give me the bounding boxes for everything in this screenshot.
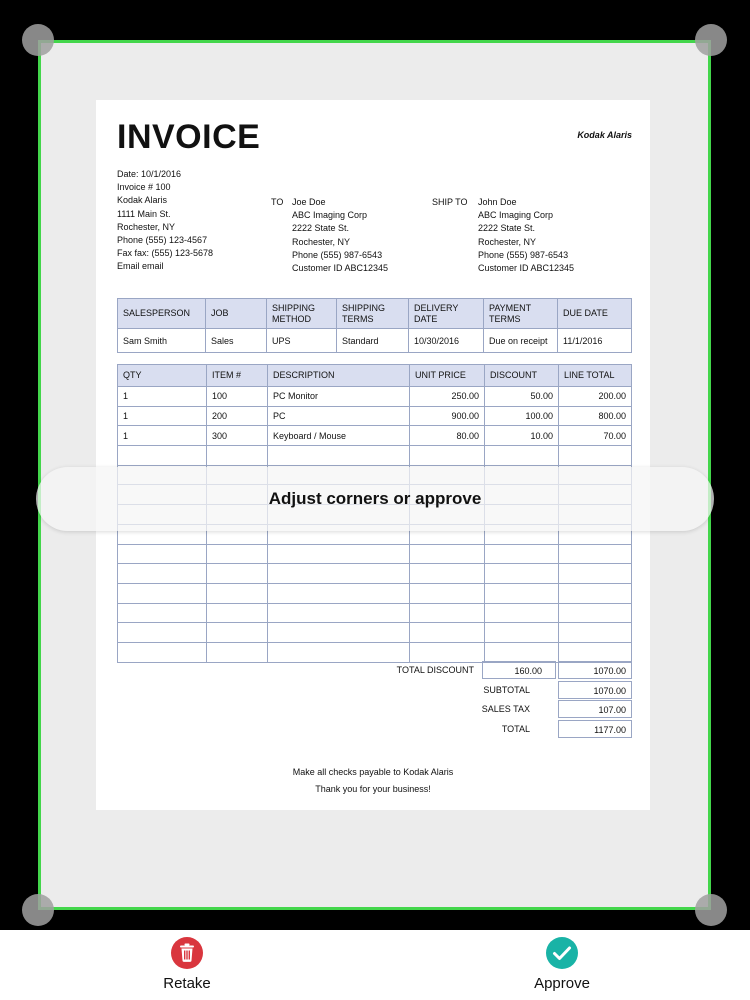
invoice-document bbox=[96, 100, 650, 810]
ship-to-line: Customer ID ABC12345 bbox=[478, 263, 575, 274]
empty-table-cell bbox=[485, 623, 559, 643]
bottom-action-bar bbox=[0, 930, 750, 1000]
table-cell: Standard bbox=[337, 329, 409, 353]
empty-table-cell bbox=[118, 583, 207, 603]
to-label: TO bbox=[271, 197, 284, 207]
table-cell: Due on receipt bbox=[484, 329, 558, 353]
empty-table-cell bbox=[118, 446, 207, 466]
empty-table-cell bbox=[410, 544, 485, 564]
empty-table-cell bbox=[485, 446, 559, 466]
to-line: Phone (555) 987-6543 bbox=[292, 249, 383, 260]
to-line: Rochester, NY bbox=[292, 236, 351, 247]
table-cell: 100 bbox=[207, 387, 268, 407]
empty-table-cell bbox=[485, 544, 559, 564]
total-value: 1177.00 bbox=[558, 720, 632, 738]
empty-table-cell bbox=[118, 603, 207, 623]
sales-info-table bbox=[117, 298, 632, 353]
table-cell: Keyboard / Mouse bbox=[268, 426, 410, 446]
header-cell: DELIVERY DATE bbox=[409, 299, 484, 329]
table-cell: PC bbox=[268, 406, 410, 426]
empty-table-row bbox=[118, 446, 632, 466]
from-line: Rochester, NY bbox=[117, 221, 176, 232]
empty-table-cell bbox=[559, 623, 632, 643]
empty-table-cell bbox=[485, 603, 559, 623]
empty-table-cell bbox=[410, 564, 485, 584]
table-cell: Sam Smith bbox=[118, 329, 206, 353]
empty-table-cell bbox=[268, 583, 410, 603]
empty-table-row bbox=[118, 642, 632, 662]
table-cell: 10.00 bbox=[485, 426, 559, 446]
table-cell: PC Monitor bbox=[268, 387, 410, 407]
corner-handle-bottom-right[interactable] bbox=[695, 894, 727, 926]
to-address bbox=[292, 196, 388, 275]
ship-to-line: John Doe bbox=[478, 197, 517, 207]
table-cell: 1 bbox=[118, 387, 207, 407]
retake-label: Retake bbox=[163, 975, 211, 992]
from-line: 1111 Main St. bbox=[117, 208, 171, 219]
empty-table-cell bbox=[485, 642, 559, 662]
ship-to-line: Phone (555) 987-6543 bbox=[478, 249, 569, 260]
subtotal-row bbox=[376, 681, 632, 701]
table-cell: 70.00 bbox=[559, 426, 632, 446]
from-line: Fax fax: (555) 123-5678 bbox=[117, 248, 214, 259]
total-discount-label: TOTAL DISCOUNT bbox=[396, 665, 474, 675]
header-cell: JOB bbox=[206, 299, 267, 329]
total-discount-row bbox=[376, 661, 632, 681]
empty-table-row bbox=[118, 623, 632, 643]
checkmark-icon bbox=[545, 936, 579, 970]
sales-tax-row bbox=[376, 700, 632, 720]
empty-table-cell bbox=[410, 603, 485, 623]
header-cell: DISCOUNT bbox=[485, 365, 559, 387]
table-cell: UPS bbox=[267, 329, 337, 353]
corner-handle-top-right[interactable] bbox=[695, 24, 727, 56]
approve-label: Approve bbox=[534, 975, 590, 992]
table-row bbox=[118, 387, 632, 407]
empty-table-row bbox=[118, 544, 632, 564]
empty-table-cell bbox=[207, 583, 268, 603]
from-line: Date: 10/1/2016 bbox=[117, 169, 182, 179]
table-cell: 50.00 bbox=[485, 387, 559, 407]
empty-table-cell bbox=[559, 583, 632, 603]
empty-table-cell bbox=[485, 583, 559, 603]
totals-section bbox=[376, 661, 632, 739]
hint-banner bbox=[36, 467, 714, 531]
sales-tax-value: 107.00 bbox=[558, 700, 632, 718]
corner-handle-top-left[interactable] bbox=[22, 24, 54, 56]
to-line: Customer ID ABC12345 bbox=[292, 263, 389, 274]
table-cell: 250.00 bbox=[410, 387, 485, 407]
empty-table-cell bbox=[207, 603, 268, 623]
trash-icon bbox=[170, 936, 204, 970]
empty-table-cell bbox=[410, 642, 485, 662]
empty-table-cell bbox=[207, 642, 268, 662]
table-cell: 11/1/2016 bbox=[558, 329, 632, 353]
subtotal-value: 1070.00 bbox=[558, 681, 632, 699]
ship-to-address bbox=[478, 196, 574, 275]
empty-table-cell bbox=[559, 544, 632, 564]
table-cell: 900.00 bbox=[410, 406, 485, 426]
ship-to-line: Rochester, NY bbox=[478, 236, 537, 247]
table-cell: 1 bbox=[118, 406, 207, 426]
table-row bbox=[118, 426, 632, 446]
empty-table-cell bbox=[268, 623, 410, 643]
empty-table-cell bbox=[485, 564, 559, 584]
subtotal-label: SUBTOTAL bbox=[483, 684, 530, 695]
empty-table-cell bbox=[559, 642, 632, 662]
empty-table-cell bbox=[410, 446, 485, 466]
invoice-footer bbox=[96, 764, 650, 798]
empty-table-cell bbox=[559, 564, 632, 584]
header-cell: ITEM # bbox=[207, 365, 268, 387]
table-row bbox=[118, 406, 632, 426]
empty-table-cell bbox=[559, 603, 632, 623]
corner-handle-bottom-left[interactable] bbox=[22, 894, 54, 926]
empty-table-cell bbox=[118, 564, 207, 584]
approve-button[interactable] bbox=[502, 936, 622, 992]
empty-table-row bbox=[118, 564, 632, 584]
table-cell: 10/30/2016 bbox=[409, 329, 484, 353]
header-cell: SHIPPING TERMS bbox=[337, 299, 409, 329]
empty-table-cell bbox=[268, 446, 410, 466]
to-line: Joe Doe bbox=[292, 197, 326, 207]
table-cell: Sales bbox=[206, 329, 267, 353]
table-cell: 200 bbox=[207, 406, 268, 426]
empty-table-cell bbox=[207, 564, 268, 584]
table-cell: 300 bbox=[207, 426, 268, 446]
table-cell: 100.00 bbox=[485, 406, 559, 426]
from-line: Phone (555) 123-4567 bbox=[117, 235, 208, 246]
total-discount-line-value: 1070.00 bbox=[558, 661, 632, 679]
to-line: ABC Imaging Corp bbox=[292, 210, 368, 221]
retake-button[interactable] bbox=[127, 936, 247, 992]
empty-table-cell bbox=[559, 446, 632, 466]
empty-table-cell bbox=[268, 603, 410, 623]
hint-text: Adjust corners or approve bbox=[268, 489, 482, 508]
empty-table-row bbox=[118, 603, 632, 623]
brand-name: Kodak Alaris bbox=[577, 130, 632, 140]
header-cell: UNIT PRICE bbox=[410, 365, 485, 387]
total-row bbox=[376, 720, 632, 740]
empty-table-cell bbox=[268, 544, 410, 564]
table-header-row bbox=[118, 365, 632, 387]
ship-to-line: 2222 State St. bbox=[478, 223, 536, 234]
total-discount-value: 160.00 bbox=[482, 661, 556, 679]
header-cell: DUE DATE bbox=[558, 299, 632, 329]
table-header-row bbox=[118, 299, 632, 329]
empty-table-cell bbox=[118, 623, 207, 643]
from-line: Email email bbox=[117, 261, 164, 272]
empty-table-cell bbox=[268, 564, 410, 584]
table-cell: 200.00 bbox=[559, 387, 632, 407]
table-row bbox=[118, 329, 632, 353]
empty-table-cell bbox=[118, 642, 207, 662]
empty-table-cell bbox=[410, 623, 485, 643]
from-address bbox=[117, 168, 213, 274]
header-cell: SHIPPING METHOD bbox=[267, 299, 337, 329]
empty-table-cell bbox=[207, 623, 268, 643]
footer-line: Make all checks payable to Kodak Alaris bbox=[292, 767, 454, 777]
header-cell: PAYMENT TERMS bbox=[484, 299, 558, 329]
from-line: Kodak Alaris bbox=[117, 195, 168, 206]
header-cell: LINE TOTAL bbox=[559, 365, 632, 387]
table-cell: 80.00 bbox=[410, 426, 485, 446]
empty-table-row bbox=[118, 583, 632, 603]
total-label: TOTAL bbox=[501, 723, 530, 734]
invoice-title: INVOICE bbox=[117, 118, 261, 156]
ship-to-label: SHIP TO bbox=[432, 197, 468, 207]
header-cell: SALESPERSON bbox=[118, 299, 206, 329]
empty-table-cell bbox=[207, 544, 268, 564]
sales-tax-label: SALES TAX bbox=[481, 704, 530, 715]
table-cell: 800.00 bbox=[559, 406, 632, 426]
footer-line: Thank you for your business! bbox=[315, 784, 431, 794]
from-line: Invoice # 100 bbox=[117, 182, 171, 193]
header-cell: QTY bbox=[118, 365, 207, 387]
ship-to-line: ABC Imaging Corp bbox=[478, 210, 554, 221]
empty-table-cell bbox=[207, 446, 268, 466]
to-line: 2222 State St. bbox=[292, 223, 350, 234]
empty-table-cell bbox=[268, 642, 410, 662]
header-cell: DESCRIPTION bbox=[268, 365, 410, 387]
empty-table-cell bbox=[118, 544, 207, 564]
table-cell: 1 bbox=[118, 426, 207, 446]
empty-table-cell bbox=[410, 583, 485, 603]
